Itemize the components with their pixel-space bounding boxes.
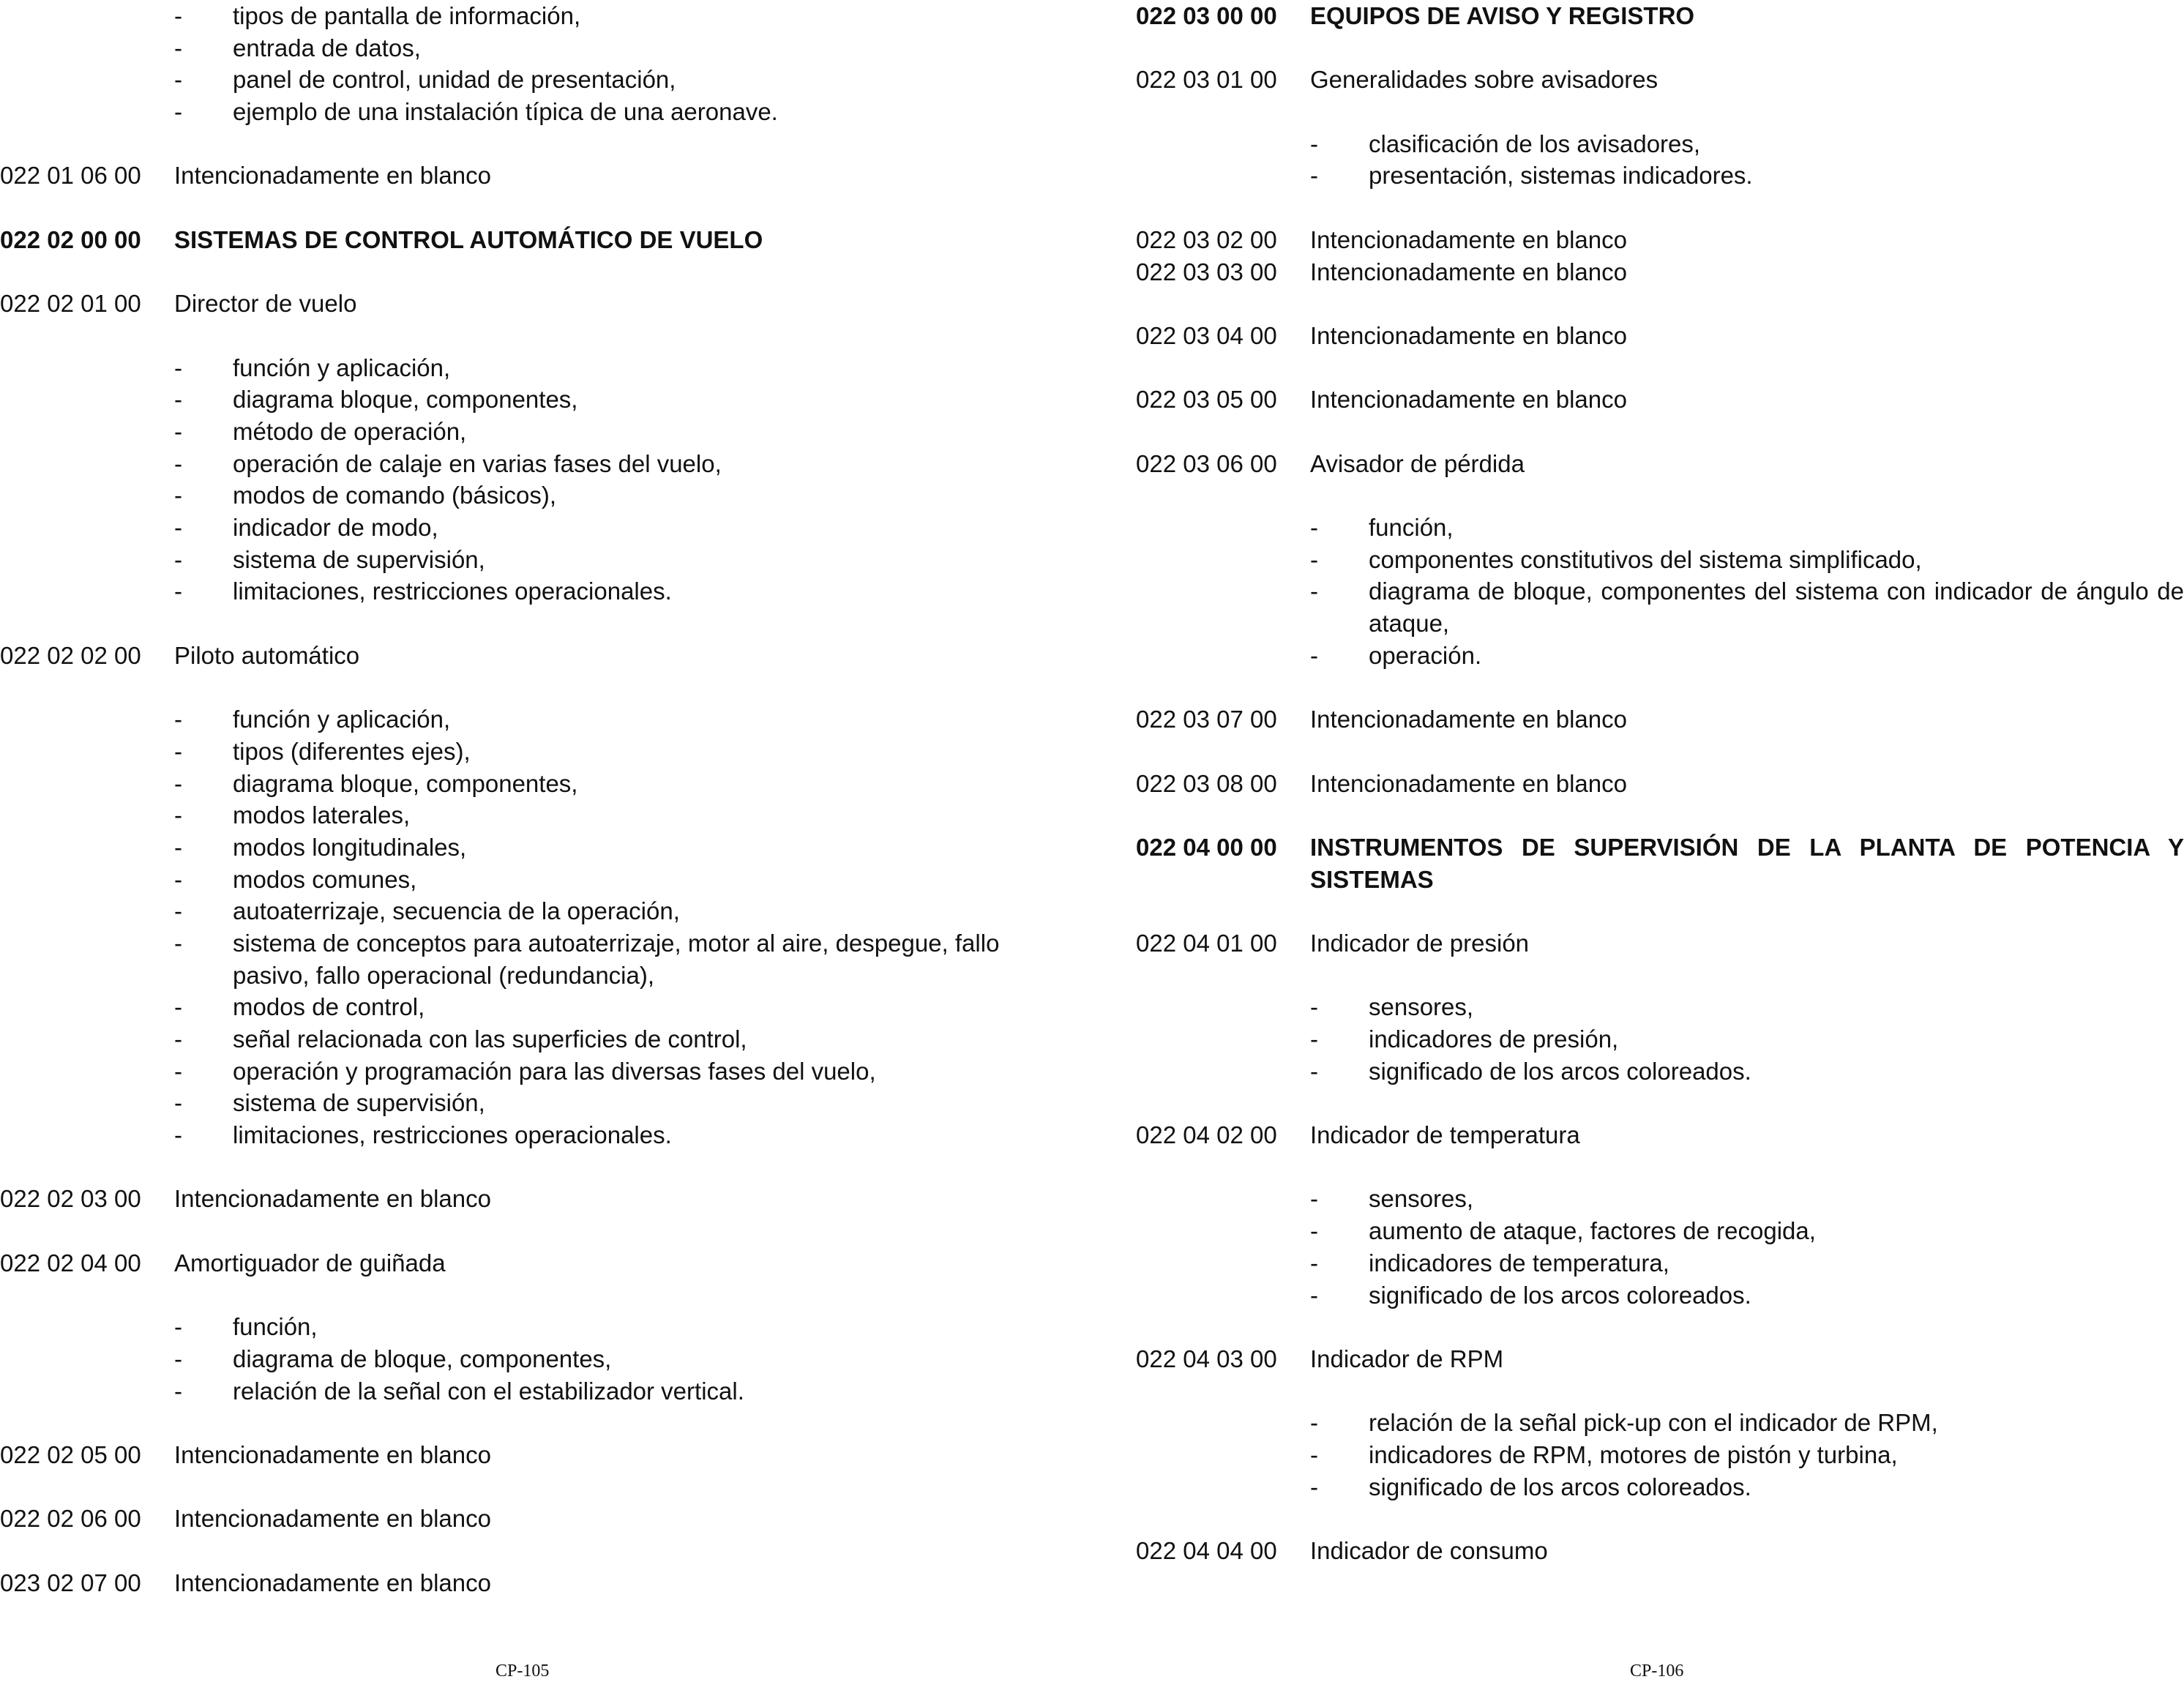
bullet-item <box>0 0 1054 32</box>
bullet-dash: - <box>174 545 182 573</box>
bullet-dash: - <box>1310 1473 1318 1500</box>
section-entry <box>0 160 1054 192</box>
spacer <box>0 256 1054 288</box>
bullet-dash: - <box>1310 641 1318 669</box>
section-entry <box>1136 64 2184 96</box>
section-entry <box>1136 320 2184 352</box>
bullet-item <box>1136 544 2184 576</box>
bullet-item <box>0 895 1054 927</box>
bullet-item <box>0 448 1054 480</box>
bullet-dash: - <box>174 66 182 94</box>
page-number-left: CP-105 <box>495 1662 550 1681</box>
bullet-text: operación y programación para las diversas fases del vuelo, <box>233 1057 876 1085</box>
section-entry <box>1136 224 2184 256</box>
bullet-dash: - <box>174 1057 182 1085</box>
section-entry <box>1136 256 2184 288</box>
bullet-text: pasivo, fallo operacional (redundancia), <box>233 961 655 989</box>
bullet-item <box>0 1119 1054 1151</box>
section-code: 022 04 02 00 <box>1136 1121 1277 1149</box>
bullet-dash: - <box>174 98 182 126</box>
section-heading <box>1136 0 2184 32</box>
bullet-text: modos de comando (básicos), <box>233 482 557 509</box>
bullet-item <box>0 1375 1054 1408</box>
bullet-text: aumento de ataque, factores de recogida, <box>1369 1217 1816 1245</box>
bullet-item <box>1136 640 2184 672</box>
spacer <box>0 1407 1054 1439</box>
section-code: 022 02 04 00 <box>0 1249 141 1277</box>
section-code: 023 02 07 00 <box>0 1569 141 1596</box>
bullet-item <box>1136 160 2184 192</box>
spacer <box>0 671 1054 703</box>
bullet-text: función, <box>1369 514 1454 541</box>
bullet-dash: - <box>174 737 182 765</box>
left-page-column <box>0 0 1054 1599</box>
bullet-dash: - <box>174 1121 182 1149</box>
spacer <box>1136 192 2184 224</box>
bullet-dash: - <box>174 801 182 829</box>
section-code: 022 02 00 00 <box>0 225 141 253</box>
bullet-dash: - <box>1310 1281 1318 1309</box>
spacer <box>0 1535 1054 1567</box>
section-code: 022 04 00 00 <box>1136 833 1277 861</box>
spacer <box>1136 671 2184 703</box>
section-code: 022 04 03 00 <box>1136 1345 1277 1372</box>
bullet-dash: - <box>174 769 182 797</box>
bullet-item <box>1136 1247 2184 1279</box>
bullet-dash: - <box>174 417 182 445</box>
section-title: Intencionadamente en blanco <box>1310 386 1627 414</box>
spacer <box>0 608 1054 640</box>
spacer <box>0 1471 1054 1503</box>
bullet-item <box>0 1055 1054 1088</box>
bullet-text: señal relacionada con las superficies de control, <box>233 1025 747 1053</box>
bullet-dash: - <box>174 929 182 957</box>
bullet-dash: - <box>1310 1409 1318 1437</box>
bullet-item <box>1136 1055 2184 1088</box>
bullet-text: significado de los arcos coloreados. <box>1369 1473 1751 1500</box>
section-entry <box>1136 448 2184 480</box>
bullet-dash: - <box>1310 1249 1318 1277</box>
section-code: 022 04 01 00 <box>1136 929 1277 957</box>
section-code: 022 03 01 00 <box>1136 66 1277 94</box>
bullet-dash: - <box>174 482 182 509</box>
bullet-item <box>0 512 1054 544</box>
section-code: 022 03 04 00 <box>1136 321 1277 349</box>
bullet-text: autoaterrizaje, secuencia de la operación, <box>233 897 680 925</box>
bullet-item <box>1136 1279 2184 1312</box>
section-entry <box>1136 768 2184 800</box>
spacer <box>0 1151 1054 1184</box>
section-title: INSTRUMENTOS DE SUPERVISIÓN DE LA PLANTA DE POTENCIA Y <box>1310 833 2184 861</box>
bullet-text: indicadores de temperatura, <box>1369 1249 1669 1277</box>
bullet-text: indicadores de RPM, motores de pistón y turbina, <box>1369 1440 1898 1468</box>
bullet-dash: - <box>1310 130 1318 157</box>
bullet-item <box>1136 1023 2184 1055</box>
section-entry <box>1136 1119 2184 1151</box>
bullet-text: función y aplicación, <box>233 706 451 733</box>
bullet-item <box>0 416 1054 448</box>
section-code: 022 02 02 00 <box>0 641 141 669</box>
bullet-item <box>0 1087 1054 1119</box>
bullet-item <box>0 864 1054 896</box>
section-title: Avisador de pérdida <box>1310 449 1525 477</box>
spacer <box>1136 352 2184 384</box>
bullet-item <box>0 32 1054 64</box>
section-code: 022 03 05 00 <box>1136 386 1277 414</box>
bullet-dash: - <box>174 865 182 893</box>
bullet-text: ejemplo de una instalación típica de una aeronave. <box>233 98 778 126</box>
spacer <box>0 1279 1054 1312</box>
section-code: 022 04 04 00 <box>1136 1537 1277 1564</box>
bullet-text: tipos (diferentes ejes), <box>233 737 471 765</box>
bullet-text: modos comunes, <box>233 865 417 893</box>
section-title: Director de vuelo <box>174 290 357 318</box>
section-code: 022 03 06 00 <box>1136 449 1277 477</box>
bullet-text: limitaciones, restricciones operacionales. <box>233 578 672 605</box>
spacer <box>1136 1087 2184 1119</box>
spacer <box>1136 479 2184 512</box>
bullet-item <box>0 352 1054 384</box>
spacer <box>1136 288 2184 320</box>
bullet-item <box>1136 128 2184 160</box>
bullet-text: indicador de modo, <box>233 514 438 541</box>
bullet-text: ataque, <box>1369 610 1450 638</box>
spacer <box>1136 799 2184 831</box>
bullet-item <box>1136 1439 2184 1471</box>
bullet-dash: - <box>174 1345 182 1372</box>
section-title: Intencionadamente en blanco <box>174 1505 491 1533</box>
spacer <box>1136 895 2184 927</box>
section-heading <box>1136 864 2184 896</box>
bullet-continuation <box>1136 608 2184 640</box>
section-entry <box>1136 1343 2184 1375</box>
bullet-text: panel de control, unidad de presentación, <box>233 66 676 94</box>
bullet-dash: - <box>174 34 182 61</box>
section-title: Intencionadamente en blanco <box>174 162 491 190</box>
bullet-text: relación de la señal pick-up con el indicador de RPM, <box>1369 1409 1938 1437</box>
section-code: 022 03 07 00 <box>1136 706 1277 733</box>
bullet-dash: - <box>174 1313 182 1341</box>
section-title: Indicador de presión <box>1310 929 1530 957</box>
bullet-dash: - <box>1310 545 1318 573</box>
bullet-item <box>1136 1471 2184 1503</box>
bullet-dash: - <box>174 1089 182 1117</box>
bullet-continuation <box>0 960 1054 992</box>
section-title: Intencionadamente en blanco <box>174 1185 491 1213</box>
section-heading <box>1136 831 2184 864</box>
bullet-dash: - <box>174 1025 182 1053</box>
bullet-text: sistema de supervisión, <box>233 545 485 573</box>
bullet-dash: - <box>174 2 182 29</box>
section-entry <box>0 1439 1054 1471</box>
bullet-item <box>0 768 1054 800</box>
bullet-text: componentes constitutivos del sistema simplificado, <box>1369 545 1922 573</box>
section-title: SISTEMAS <box>1310 865 1434 893</box>
section-title: Intencionadamente en blanco <box>1310 258 1627 285</box>
bullet-dash: - <box>1310 1440 1318 1468</box>
section-title: Intencionadamente en blanco <box>174 1569 491 1596</box>
spacer <box>1136 416 2184 448</box>
bullet-item <box>1136 575 2184 608</box>
bullet-text: diagrama bloque, componentes, <box>233 386 578 414</box>
section-code: 022 02 03 00 <box>0 1185 141 1213</box>
bullet-text: tipos de pantalla de información, <box>233 2 581 29</box>
section-title: Generalidades sobre avisadores <box>1310 66 1658 94</box>
bullet-dash: - <box>1310 162 1318 190</box>
spacer <box>1136 96 2184 128</box>
right-page-column <box>1136 0 2184 1567</box>
spacer <box>0 192 1054 224</box>
bullet-text: sistema de supervisión, <box>233 1089 485 1117</box>
bullet-item <box>0 575 1054 608</box>
section-entry <box>1136 1535 2184 1567</box>
spacer <box>1136 1151 2184 1184</box>
bullet-item <box>1136 991 2184 1023</box>
bullet-dash: - <box>1310 1185 1318 1213</box>
section-entry <box>0 1503 1054 1535</box>
section-entry <box>0 288 1054 320</box>
bullet-text: operación. <box>1369 641 1482 669</box>
bullet-text: limitaciones, restricciones operacionales. <box>233 1121 672 1149</box>
bullet-item <box>0 991 1054 1023</box>
section-title: Intencionadamente en blanco <box>1310 225 1627 253</box>
page-number-right: CP-106 <box>1630 1662 1684 1681</box>
bullet-item <box>0 703 1054 736</box>
section-code: 022 02 01 00 <box>0 290 141 318</box>
bullet-item <box>1136 1215 2184 1247</box>
bullet-dash: - <box>1310 993 1318 1021</box>
section-title: Intencionadamente en blanco <box>1310 769 1627 797</box>
bullet-item <box>1136 1407 2184 1439</box>
section-title: Indicador de consumo <box>1310 1537 1548 1564</box>
bullet-item <box>0 927 1054 960</box>
section-entry <box>1136 927 2184 960</box>
spacer <box>1136 960 2184 992</box>
bullet-text: función, <box>233 1313 318 1341</box>
bullet-text: clasificación de los avisadores, <box>1369 130 1701 157</box>
bullet-text: sensores, <box>1369 993 1474 1021</box>
bullet-item <box>0 96 1054 128</box>
section-title: Intencionadamente en blanco <box>1310 321 1627 349</box>
bullet-dash: - <box>174 514 182 541</box>
section-code: 022 03 02 00 <box>1136 225 1277 253</box>
bullet-item <box>0 64 1054 96</box>
bullet-item <box>0 479 1054 512</box>
bullet-text: modos longitudinales, <box>233 833 467 861</box>
section-title: Indicador de RPM <box>1310 1345 1504 1372</box>
bullet-text: modos de control, <box>233 993 425 1021</box>
section-entry <box>0 1567 1054 1599</box>
bullet-dash: - <box>174 706 182 733</box>
bullet-item <box>0 544 1054 576</box>
section-entry <box>1136 384 2184 416</box>
section-heading <box>0 224 1054 256</box>
spacer <box>1136 32 2184 64</box>
spacer <box>0 1215 1054 1247</box>
bullet-dash: - <box>174 449 182 477</box>
section-entry <box>0 1247 1054 1279</box>
bullet-item <box>0 1311 1054 1343</box>
bullet-text: operación de calaje en varias fases del vuelo, <box>233 449 722 477</box>
section-entry <box>0 640 1054 672</box>
bullet-dash: - <box>1310 1217 1318 1245</box>
bullet-text: función y aplicación, <box>233 354 451 381</box>
section-code: 022 03 03 00 <box>1136 258 1277 285</box>
spacer <box>1136 736 2184 768</box>
bullet-text: relación de la señal con el estabilizador vertical. <box>233 1377 744 1405</box>
bullet-item <box>1136 512 2184 544</box>
bullet-dash: - <box>1310 1057 1318 1085</box>
bullet-text: sistema de conceptos para autoaterrizaje, motor al aire, despegue, fallo <box>233 929 1000 957</box>
bullet-dash: - <box>174 1377 182 1405</box>
section-code: 022 02 05 00 <box>0 1440 141 1468</box>
bullet-dash: - <box>1310 1025 1318 1053</box>
bullet-dash: - <box>174 833 182 861</box>
bullet-text: indicadores de presión, <box>1369 1025 1619 1053</box>
bullet-text: presentación, sistemas indicadores. <box>1369 162 1753 190</box>
bullet-dash: - <box>174 354 182 381</box>
bullet-dash: - <box>174 386 182 414</box>
section-title: EQUIPOS DE AVISO Y REGISTRO <box>1310 2 1695 29</box>
bullet-text: entrada de datos, <box>233 34 421 61</box>
bullet-text: modos laterales, <box>233 801 411 829</box>
bullet-text: significado de los arcos coloreados. <box>1369 1281 1751 1309</box>
spacer <box>1136 1503 2184 1535</box>
bullet-text: diagrama bloque, componentes, <box>233 769 578 797</box>
bullet-text: diagrama de bloque, componentes del sistema con indicador de ángulo de <box>1369 578 2184 605</box>
bullet-item <box>0 1343 1054 1375</box>
bullet-text: diagrama de bloque, componentes, <box>233 1345 612 1372</box>
section-title: Indicador de temperatura <box>1310 1121 1580 1149</box>
bullet-item <box>0 799 1054 831</box>
bullet-text: sensores, <box>1369 1185 1474 1213</box>
section-title: SISTEMAS DE CONTROL AUTOMÁTICO DE VUELO <box>174 225 763 253</box>
spacer <box>1136 1311 2184 1343</box>
spacer <box>0 128 1054 160</box>
bullet-item <box>0 831 1054 864</box>
bullet-dash: - <box>174 897 182 925</box>
bullet-item <box>0 1023 1054 1055</box>
section-title: Piloto automático <box>174 641 360 669</box>
section-entry <box>0 1183 1054 1215</box>
section-code: 022 02 06 00 <box>0 1505 141 1533</box>
bullet-item <box>0 384 1054 416</box>
section-code: 022 03 00 00 <box>1136 2 1277 29</box>
section-code: 022 03 08 00 <box>1136 769 1277 797</box>
bullet-dash: - <box>174 993 182 1021</box>
bullet-dash: - <box>174 578 182 605</box>
bullet-dash: - <box>1310 578 1318 605</box>
spacer <box>1136 1375 2184 1408</box>
section-title: Amortiguador de guiñada <box>174 1249 446 1277</box>
bullet-dash: - <box>1310 514 1318 541</box>
section-entry <box>1136 703 2184 736</box>
spacer <box>0 320 1054 352</box>
bullet-text: método de operación, <box>233 417 467 445</box>
bullet-item <box>1136 1183 2184 1215</box>
bullet-text: significado de los arcos coloreados. <box>1369 1057 1751 1085</box>
bullet-item <box>0 736 1054 768</box>
section-title: Intencionadamente en blanco <box>174 1440 491 1468</box>
section-title: Intencionadamente en blanco <box>1310 706 1627 733</box>
section-code: 022 01 06 00 <box>0 162 141 190</box>
